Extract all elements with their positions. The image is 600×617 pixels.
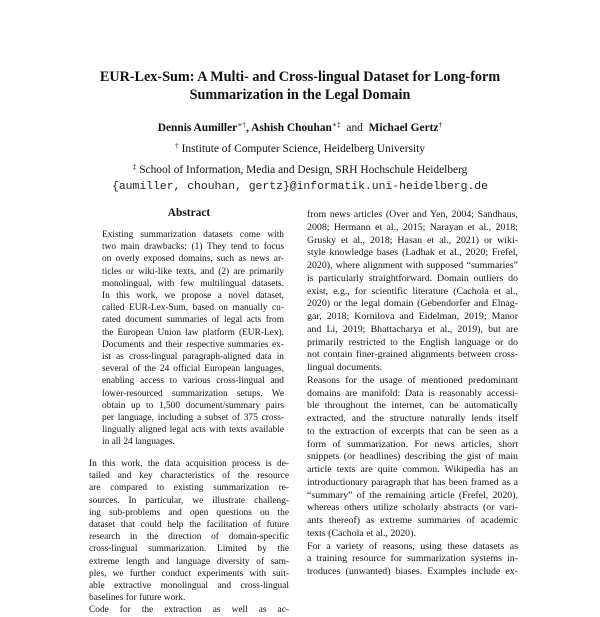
right-column-line: article texts are quite common. Wikipedia has an <box>307 464 518 475</box>
abstract-line: obtain up to 1,500 document/summary pairs <box>102 400 284 411</box>
author-1-mark: ∗† <box>237 120 247 129</box>
paper-title-line-1: EUR-Lex-Sum: A Multi- and Cross-lingual Dataset for Long-form <box>99 69 501 85</box>
affiliation-2 <box>40 158 560 179</box>
left-column-line: ing sub-problems and open questions on the <box>89 507 289 518</box>
abstract-line: monolingual, with few multilingual datasets. <box>102 278 284 289</box>
right-column-line: ants thereof) as extreme summaries of academic <box>307 515 518 526</box>
abstract-line: two main drawbacks: (1) They tend to focus <box>102 242 284 253</box>
abstract-line: Existing summarization datasets come with <box>102 230 284 240</box>
right-column-line: ble throughout the internet, can be automatically <box>307 400 518 412</box>
author-separator-2: and <box>340 122 369 134</box>
left-column-line: cross-lingual summarization. Limited by the <box>89 544 289 555</box>
left-column-line: sources. In particular, we illustrate challeng- <box>89 495 289 506</box>
left-column-line: are compared to existing summarization re- <box>89 483 289 494</box>
right-column-line: 2020) or the legal domain (Gebendorfer and Elnag- <box>307 298 518 310</box>
right-column-line: and Li, 2019; Bhattacharya et al., 2019), but are <box>307 323 518 335</box>
right-column-line: exist, e.g., for scientific literature (Cachola et al., <box>307 285 518 297</box>
left-column-line: ples, we further conduct experiments with suit- <box>89 568 289 579</box>
abstract-line: per language, including a subset of 375 cross- <box>102 413 284 424</box>
author-2-name: Ashish Chouhan <box>251 122 332 134</box>
abstract-heading: Abstract <box>167 207 211 219</box>
right-column-line: form of summarization. For news articles, short <box>307 438 518 450</box>
abstract-line: enabling access to various cross-lingual and <box>102 376 284 387</box>
right-column-line: whereas others utilize scholarly abstracts (or vari- <box>307 502 518 514</box>
right-column-line: from news articles (Over and Yen, 2004; Sandhaus, <box>307 209 518 220</box>
right-column-line: extracted, and the structure naturally lends itself <box>307 413 518 424</box>
abstract-line: lingually aligned legal acts with texts available <box>102 425 284 436</box>
affiliation-2-mark: ‡ <box>132 162 137 171</box>
left-column-line: extreme length and language diversity of sam- <box>89 556 289 567</box>
author-1-name: Dennis Aumiller <box>157 122 238 134</box>
affiliation-1 <box>40 137 560 158</box>
paper-title-line-2: Summarization in the Legal Domain <box>189 87 411 103</box>
right-column-body <box>307 209 518 579</box>
right-column-line: texts (Cachola et al., 2020). <box>307 527 416 539</box>
left-column-body <box>89 458 289 617</box>
author-3-name: Michael Gertz <box>368 122 439 134</box>
left-column-line: able extractive monolingual and cross-lingual <box>89 581 289 592</box>
right-column-line: lingual documents. <box>307 362 383 373</box>
affiliation-1-text: Institute of Computer Science, Heidelberg University <box>178 143 425 155</box>
author-3-mark: † <box>438 120 443 129</box>
abstract-line: ticles or wiki-like texts, and (2) are primarily <box>102 266 284 277</box>
abstract-line: In this work, we propose a novel dataset, <box>102 291 284 302</box>
left-column-line: dataset that could help the facilitation of future <box>89 520 289 531</box>
author-separator-1: , <box>246 122 252 134</box>
abstract-line: several of the 24 official European languages, <box>102 364 284 375</box>
abstract-line: ist as cross-lingual paragraph-aligned data in <box>102 352 284 363</box>
right-column-line: snippets (or headlines) describing the gist of main <box>307 451 518 463</box>
abstract-line: called EUR-Lex-Sum, based on manually cu- <box>102 303 284 314</box>
author-2-mark: ∗‡ <box>331 120 341 129</box>
right-column-line: gar, 2018; Kornilova and Eidelman, 2019; Manor <box>307 311 518 322</box>
left-column-line: Code for the extraction as well as ac- <box>89 605 289 616</box>
author-block <box>40 116 560 196</box>
right-column-line: For a variety of reasons, using these datasets as <box>307 540 518 552</box>
left-column-line: research in the direction of domain-specific <box>89 532 289 543</box>
abstract-line: on overly exposed domains, such as news ar- <box>102 254 284 265</box>
left-column-line: tailed and key characteristics of the resource <box>89 471 289 482</box>
paper-title <box>40 68 560 104</box>
left-column-line: In this work, the data acquisition process is de- <box>89 459 289 469</box>
right-column-line: is particularly straightforward. Domain outliers do <box>307 272 518 284</box>
affiliation-1-mark: † <box>175 141 179 150</box>
author-names <box>40 116 560 137</box>
abstract-line: in all 24 languages. <box>102 437 175 448</box>
right-column-line: to the extraction of excerpts that can be seen as a <box>307 425 518 437</box>
right-column-line: primarily restricted to the English language or do <box>307 336 518 348</box>
author-emails: {aumiller, chouhan, gertz}@informatik.uni-heidelberg.de <box>112 181 488 193</box>
right-column-line: a training resource for summarization systems in- <box>307 553 518 565</box>
affiliation-2-text: School of Information, Media and Design, SRH Hochschule Heidelberg <box>136 164 468 176</box>
right-column-line: Grusky et al., 2018; Hasan et al., 2021) or wiki- <box>307 234 518 246</box>
abstract-body <box>102 229 284 449</box>
right-column-line: 2008; Hermann et al., 2015; Narayan et al., 2018; <box>307 221 518 233</box>
abstract-line: the European Union law platform (EUR-Lex). <box>102 327 284 338</box>
right-column-line: not contain finer-grained alignments between cross- <box>307 349 518 361</box>
right-column-line: domains are manifold: Data is reasonably accessi- <box>307 387 518 399</box>
abstract-line: Documents and their respective summaries ex- <box>102 339 284 350</box>
right-column-line: “summary” of the remaining article (Frefel, 2020), <box>307 489 518 501</box>
right-column-line: troduces (unwanted) biases. Examples include ex- <box>307 566 518 577</box>
right-column-line: style knowledge bases (Ladhak et al., 2020; Frefel, <box>307 247 518 259</box>
abstract-line: rated document summaries of legal acts from <box>102 315 284 326</box>
right-column-line: introductionary paragraph that has been framed as a <box>307 476 518 488</box>
abstract-line: lower-resourced summarization setups. We <box>102 388 284 399</box>
right-column-line: 2020), where alignment with supposed “summaries” <box>307 260 518 271</box>
right-column-line: Reasons for the usage of mentioned predominant <box>307 374 518 386</box>
left-column-line: baselines for future work. <box>89 593 186 604</box>
